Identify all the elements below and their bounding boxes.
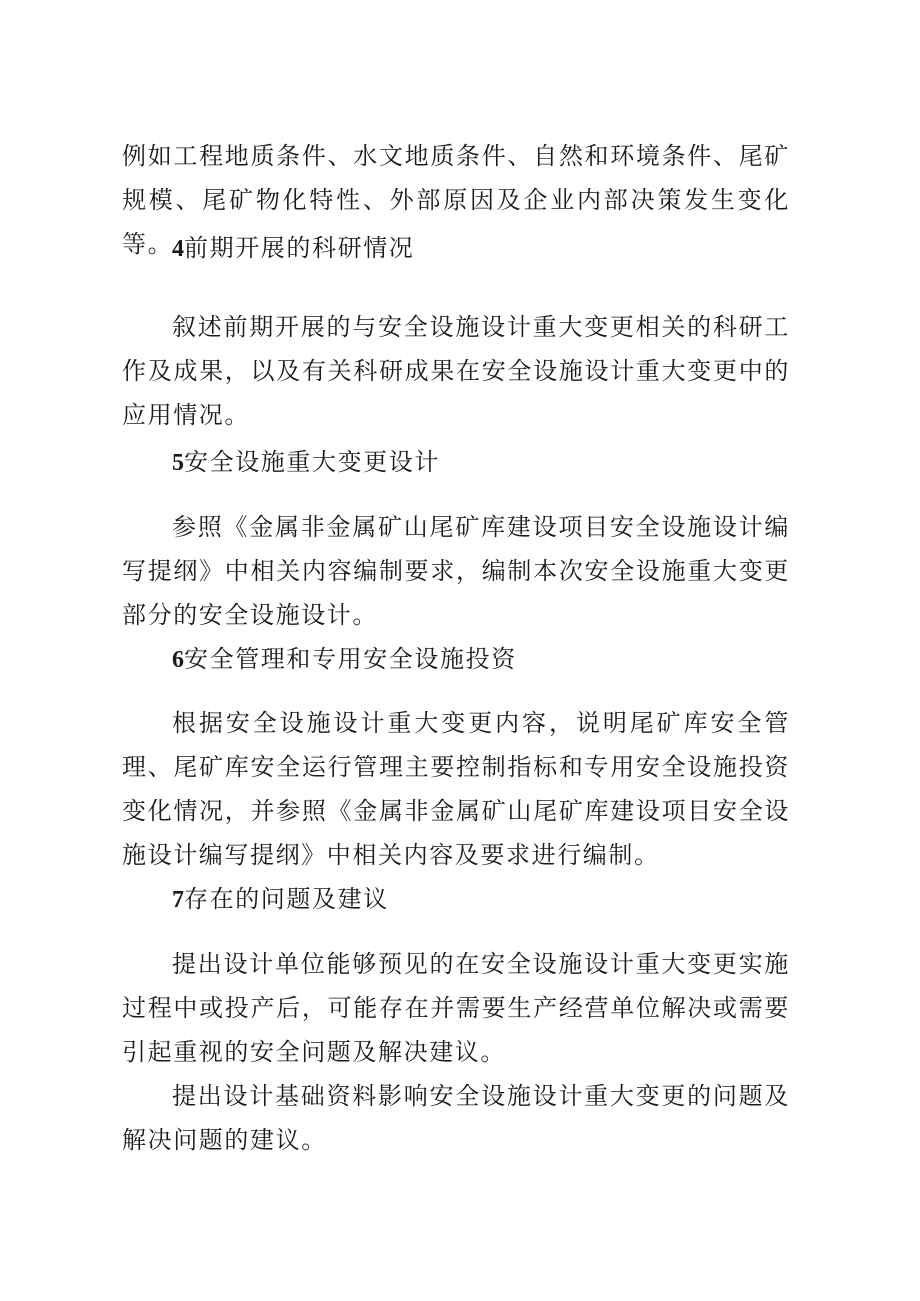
section-title: 安全设施重大变更设计 (184, 448, 440, 476)
section-number: 4 (172, 236, 184, 262)
section-number: 5 (172, 450, 184, 476)
section-heading-4 (122, 226, 790, 271)
section-title: 安全管理和专用安全设施投资 (184, 645, 517, 673)
section-heading-6 (122, 637, 790, 682)
paragraph-investment: 根据安全设施设计重大变更内容，说明尾矿库安全管理、尾矿库安全运行管理主要控制指标和专用安全设施投资变化情况，并参照《金属非金属矿山尾矿库建设项目安全设施设计编写提纲》中相关内容及要求进行编制。 (122, 709, 790, 869)
paragraph-design-change: 参照《金属非金属矿山尾矿库建设项目安全设施设计编写提纲》中相关内容编制要求，编制本次安全设施重大变更部分的安全设施设计。 (122, 513, 790, 629)
section-heading-7 (122, 877, 790, 922)
paragraph-problems: 提出设计单位能够预见的在安全设施设计重大变更实施过程中或投产后，可能存在并需要生产经营单位解决或需要引起重视的安全问题及解决建议。 (122, 950, 790, 1066)
paragraph-conditions-change: 例如工程地质条件、水文地质条件、自然和环境条件、尾矿规模、尾矿物化特性、外部原因及企业内部决策发生变化等。 (122, 142, 790, 258)
section-number: 6 (172, 647, 184, 673)
section-title: 存在的问题及建议 (184, 885, 389, 913)
section-title: 前期开展的科研情况 (184, 234, 415, 262)
section-heading-5 (122, 440, 790, 485)
paragraph-research: 叙述前期开展的与安全设施设计重大变更相关的科研工作及成果，以及有关科研成果在安全设施设计重大变更中的应用情况。 (122, 313, 790, 429)
paragraph-suggestions: 提出设计基础资料影响安全设施设计重大变更的问题及解决问题的建议。 (122, 1082, 790, 1154)
section-number: 7 (172, 887, 184, 913)
